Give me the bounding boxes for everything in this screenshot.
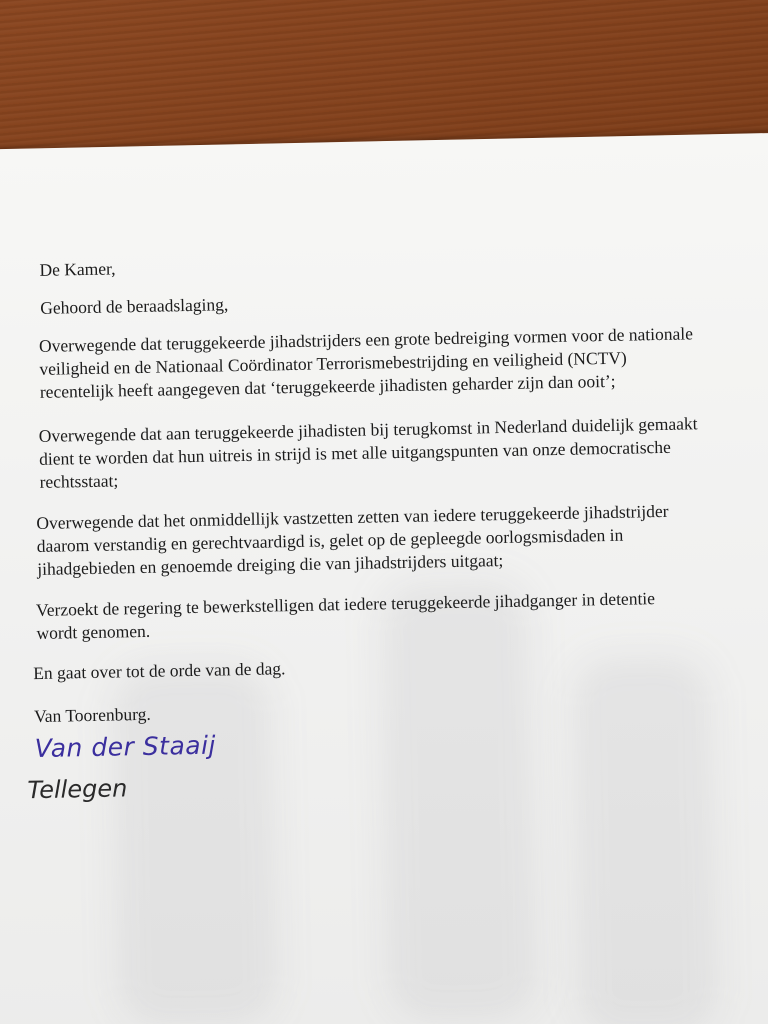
closing-line: En gaat over tot de orde van de dag. bbox=[33, 658, 286, 684]
intro-line: Gehoord de beraadslaging, bbox=[40, 294, 229, 318]
paragraph-3-line-3: jihadgebieden en genoemde dreiging die van jihadstrijders uitgaat; bbox=[37, 550, 504, 579]
paragraph-1-line-2: veiligheid en de Nationaal Coördinator Terrorismebestrijding en veiligheid (NCTV) bbox=[39, 347, 627, 379]
handwritten-signature-van-der-staaij: Van der Staaij bbox=[34, 730, 217, 764]
paragraph-2-line-2: dient te worden dat hun uitreis in strijd is met alle uitgangspunten van onze democratische bbox=[38, 436, 672, 469]
handwritten-signature-tellegen: Tellegen bbox=[27, 774, 128, 805]
paragraph-1-line-1: Overwegende dat teruggekeerde jihadstrijders een grote bedreiging vormen voor de nationale bbox=[38, 323, 694, 356]
paragraph-2-line-1: Overwegende dat aan teruggekeerde jihadisten bij terugkomst in Nederland duidelijk gemaakt bbox=[38, 413, 698, 446]
paragraph-3-line-1: Overwegende dat het onmiddellijk vastzetten zetten van iedere teruggekeerde jihadstrijder bbox=[36, 500, 669, 533]
signatory-name: Van Toorenburg. bbox=[33, 703, 151, 727]
paragraph-3-line-2: daarom verstandig en gerechtvaardigd is, gelet op de gepleegde oorlogsmisdaden in bbox=[36, 524, 624, 556]
salutation: De Kamer, bbox=[39, 258, 116, 280]
paragraph-2-line-3: rechtsstaat; bbox=[39, 470, 119, 492]
request-line-2: wordt genomen. bbox=[36, 620, 151, 644]
request-line-1: Verzoekt de regering te bewerkstelligen dat iedere teruggekeerde jihadganger in detentie bbox=[35, 588, 656, 621]
paragraph-1-line-3: recentelijk heeft aangegeven dat ‘teruggekeerde jihadisten geharder zijn dan ooit’; bbox=[39, 370, 616, 402]
